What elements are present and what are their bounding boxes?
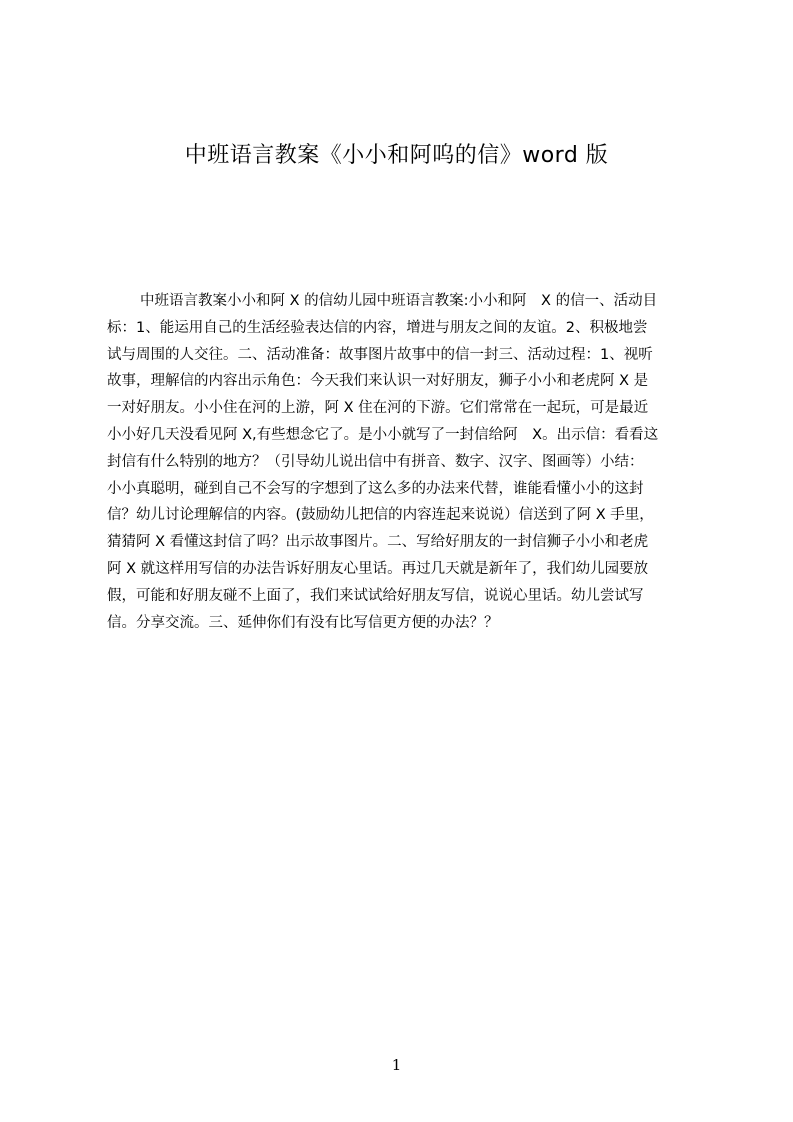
body-line: 阿 X 就这样用写信的办法告诉好朋友心里话。再过几天就是新年了，我们幼儿园要放 xyxy=(107,560,649,577)
body-line: 标：1、能运用自己的生活经验表达信的内容，增进与朋友之间的友谊。2、积极地尝 xyxy=(107,319,648,336)
body-line: 故事，理解信的内容出示角色：今天我们来认识一对好朋友，狮子小小和老虎阿 X 是 xyxy=(107,373,649,390)
body-line: 封信有什么特别的地方？（引导幼儿说出信中有拼音、数字、汉字、图画等）小结： xyxy=(107,453,644,470)
body-line: 试与周围的人交往。二、活动准备：故事图片故事中的信一封三、活动过程：1、视听 xyxy=(107,346,653,363)
body-line: 中班语言教案小小和阿 X 的信幼儿园中班语言教案:小小和阿 X 的信一、活动目 xyxy=(140,293,658,309)
body-line: 小小好几天没看见阿 X,有些想念它了。是小小就写了一封信给阿 X。出示信：看看这 xyxy=(107,426,659,443)
body-line: 信。分享交流。三、延伸你们有没有比写信更方便的办法？？ xyxy=(107,614,499,631)
body-line: 小小真聪明，碰到自己不会写的字想到了这么多的办法来代替，谁能看懂小小的这封 xyxy=(107,480,644,497)
body-line: 信？幼儿讨论理解信的内容。(鼓励幼儿把信的内容连起来说说）信送到了阿 X 手里， xyxy=(107,507,654,524)
body-line: 一对好朋友。小小住在河的上游，阿 X 住在河的下游。它们常常在一起玩，可是最近 xyxy=(107,400,649,417)
body-line: 假，可能和好朋友碰不上面了，我们来试试给好朋友写信，说说心里话。幼儿尝试写 xyxy=(107,587,644,604)
page-number: 1 xyxy=(391,1056,402,1074)
body-line: 猜猜阿 X 看懂这封信了吗？出示故事图片。二、写给好朋友的一封信狮子小小和老虎 xyxy=(107,534,649,551)
document-body xyxy=(107,288,697,636)
document-title: 中班语言教案《小小和阿呜的信》word 版 xyxy=(184,143,609,168)
